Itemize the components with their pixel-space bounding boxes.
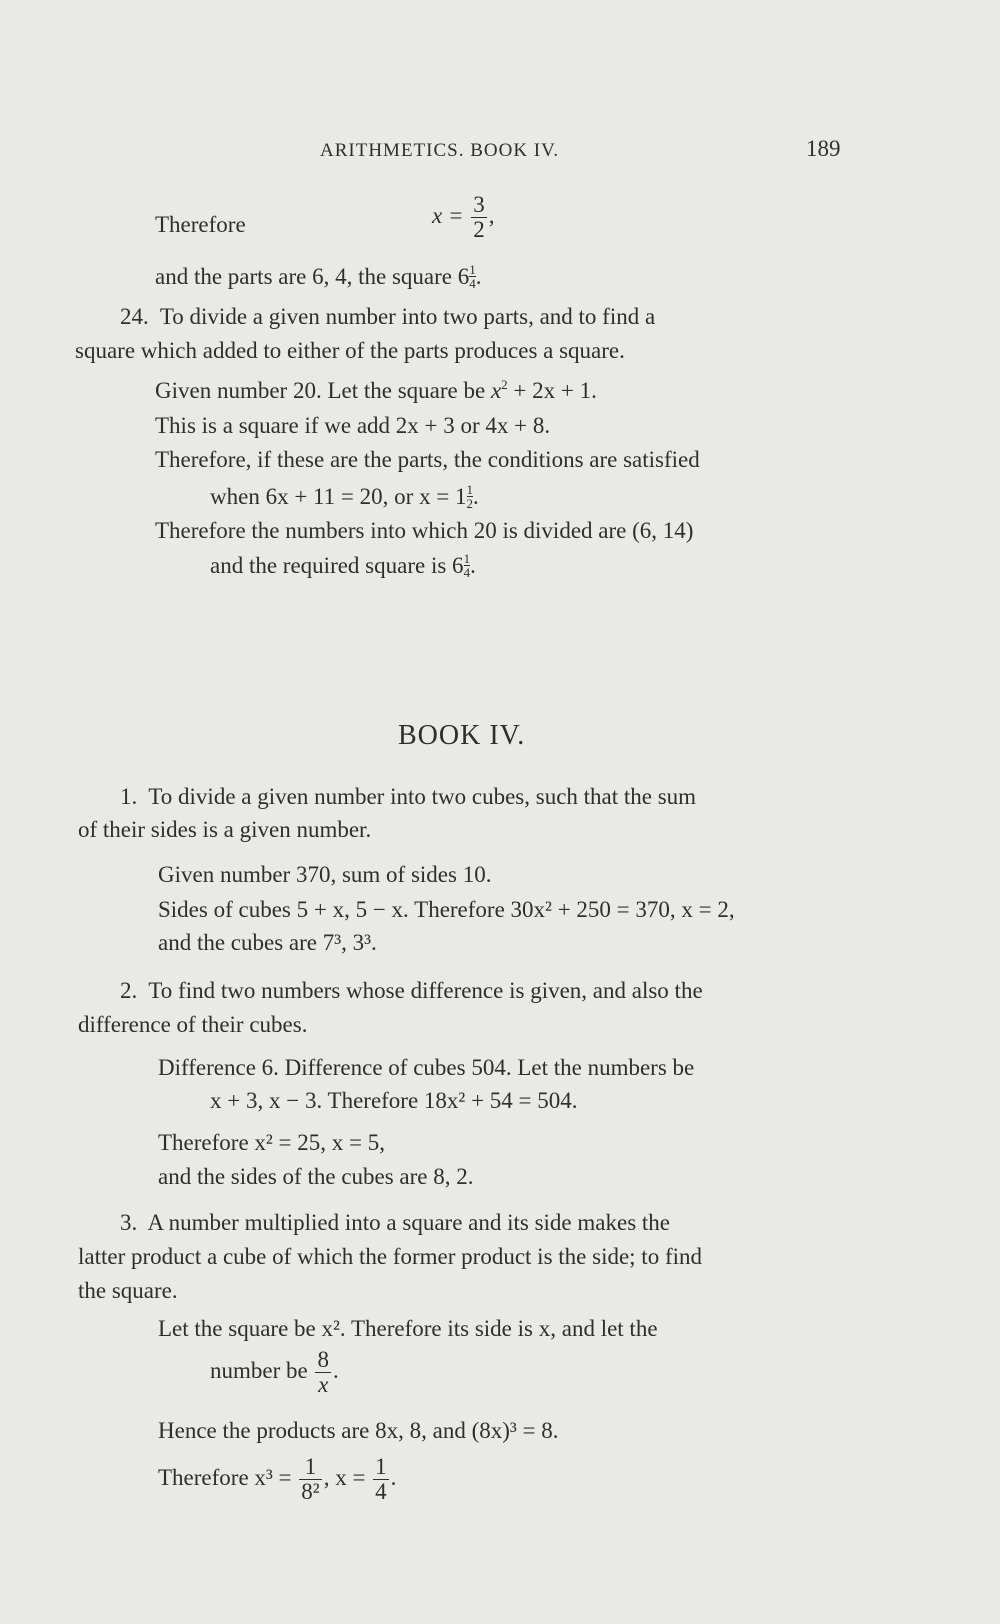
problem-2-line1: [120, 978, 703, 1004]
problem-24-given: [155, 377, 597, 404]
x-equation: [432, 193, 494, 242]
given-text-b: + 2x + 1.: [507, 378, 597, 403]
small-fraction-den: 4: [463, 565, 471, 580]
fraction-eight-over-x: [315, 1348, 331, 1397]
problem-3-let2: number be $\frac{8}{x}$ .: [210, 1347, 339, 1398]
fraction-denominator: 2: [473, 217, 485, 243]
comma: ,: [488, 202, 495, 228]
problem-24-line2: square which added to either of the parts produces a square.: [75, 338, 625, 363]
fraction-numerator: 3: [473, 192, 485, 217]
problem-1-sides: Sides of cubes 5 + x, 5 − x. Therefore 30x² + 250 = 370, x = 2,: [158, 897, 735, 922]
therefore-label: Therefore: [155, 212, 246, 237]
problem-1-given: Given number 370, sum of sides 10.: [158, 862, 492, 887]
small-fraction-num: 1: [466, 482, 474, 497]
problem-text: To divide a given number into two parts, and to find a: [159, 304, 656, 329]
problem-3-therefore: Therefore x³ = $\frac{1}{\text{8²}}$ , x = $\frac{1}{4}$ .: [158, 1454, 397, 1505]
fraction-numerator: 1: [304, 1454, 317, 1479]
problem-24-conc1: Therefore the numbers into which 20 is divided are (6, 14): [155, 518, 694, 543]
cond2-text: when 6x + 11 = 20, or x = 1: [210, 484, 467, 509]
problem-text: A number multiplied into a square and its side makes the: [147, 1210, 670, 1235]
parts-line: [155, 263, 481, 290]
problem-text: To find two numbers whose difference is given, and also the: [148, 978, 703, 1003]
small-fraction: [467, 483, 474, 510]
book-title: BOOK IV.: [398, 720, 526, 751]
problem-3-hence: Hence the products are 8x, 8, and (8x)³ = 8.: [158, 1418, 559, 1443]
given-text-a: Given number 20. Let the square be: [155, 378, 491, 403]
small-fraction-num: 1: [463, 551, 471, 566]
problem-24-conc2: and the required square is 6 $\frac{1}{4}$ .: [210, 551, 476, 580]
x-eq-text: x =: [432, 202, 464, 228]
problem-3-let1: Let the square be x². Therefore its side is x, and let the: [158, 1316, 658, 1341]
problem-2-line2: difference of their cubes.: [78, 1012, 308, 1037]
small-fraction-den: 2: [466, 496, 474, 511]
problem-3-line1: [120, 1210, 670, 1236]
problem-text: To divide a given number into two cubes, such that the sum: [148, 784, 697, 809]
problem-3-line3: the square.: [78, 1278, 178, 1303]
fraction-denominator: 4: [375, 1479, 387, 1505]
parts-text: and the parts are 6, 4, the square 6: [155, 264, 470, 289]
x-var: x: [490, 378, 502, 403]
problem-number: 1.: [120, 784, 138, 809]
fraction-three-halves: [471, 193, 487, 242]
fraction-one-quarter: [373, 1455, 389, 1504]
problem-number: 3.: [120, 1210, 138, 1235]
problem-2-diff1: Difference 6. Difference of cubes 504. Let the numbers be: [158, 1055, 695, 1080]
problem-2-diff2: x + 3, x − 3. Therefore 18x² + 54 = 504.: [210, 1088, 578, 1113]
problem-1-line1: [120, 784, 696, 810]
problem-24-cond2: when 6x + 11 = 20, or x = 1 $\frac{1}{2}$ .: [210, 482, 479, 511]
fraction-denominator: x: [315, 1372, 331, 1397]
fraction-numerator: 1: [375, 1454, 387, 1479]
problem-2-thx: Therefore x² = 25, x = 5,: [158, 1130, 385, 1155]
problem-1-cubes: and the cubes are 7³, 3³.: [158, 930, 377, 955]
fraction-denominator: 8²: [301, 1479, 320, 1505]
period: .: [475, 264, 482, 289]
page-number: 189: [806, 136, 841, 161]
conc2-text: and the required square is 6: [210, 553, 464, 578]
superscript-two: 2: [501, 377, 508, 392]
therefore-text: Therefore x³ =: [158, 1464, 292, 1490]
let2-text: number be: [210, 1357, 308, 1383]
small-fraction: [464, 552, 471, 579]
fraction-one-over-eight-squared: [299, 1455, 321, 1504]
small-fraction-num: 1: [469, 262, 476, 277]
problem-24-square: This is a square if we add 2x + 3 or 4x + 8.: [155, 413, 551, 438]
running-head: ARITHMETICS. BOOK IV.: [320, 140, 560, 161]
fraction-numerator: 8: [317, 1347, 329, 1372]
problem-3-line2: latter product a cube of which the former product is the side; to find: [78, 1244, 702, 1269]
problem-24-cond1: Therefore, if these are the parts, the conditions are satisfied: [155, 447, 700, 472]
small-fraction-den: 4: [469, 276, 476, 291]
problem-2-sides: and the sides of the cubes are 8, 2.: [158, 1164, 474, 1189]
x-equals-text: , x =: [323, 1464, 366, 1490]
problem-24-line1: [120, 304, 655, 330]
problem-1-line2: of their sides is a given number.: [78, 817, 372, 842]
problem-number: 2.: [120, 978, 138, 1003]
problem-number: 24.: [120, 304, 149, 329]
